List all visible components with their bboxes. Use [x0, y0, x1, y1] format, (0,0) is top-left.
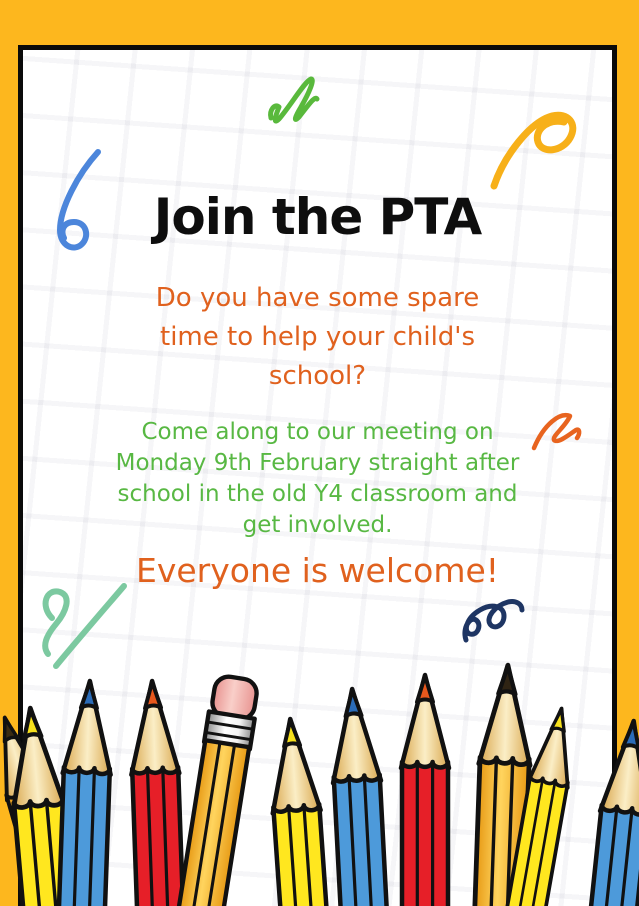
- details-line: Come along to our meeting on: [141, 419, 494, 445]
- details-line: get involved.: [242, 512, 393, 538]
- intro-line: time to help your child's: [160, 322, 475, 352]
- closing-line: Everyone is welcome!: [136, 551, 499, 590]
- details-paragraph: [23, 417, 612, 541]
- intro-line: school?: [268, 361, 367, 391]
- details-line: school in the old Y4 classroom and: [117, 481, 518, 507]
- poster-title: Join the PTA: [153, 188, 482, 246]
- intro-line: Do you have some spare: [155, 283, 480, 313]
- details-line: Monday 9th February straight after: [115, 450, 520, 476]
- intro-paragraph: [23, 279, 612, 396]
- poster-text-layer: [23, 0, 612, 906]
